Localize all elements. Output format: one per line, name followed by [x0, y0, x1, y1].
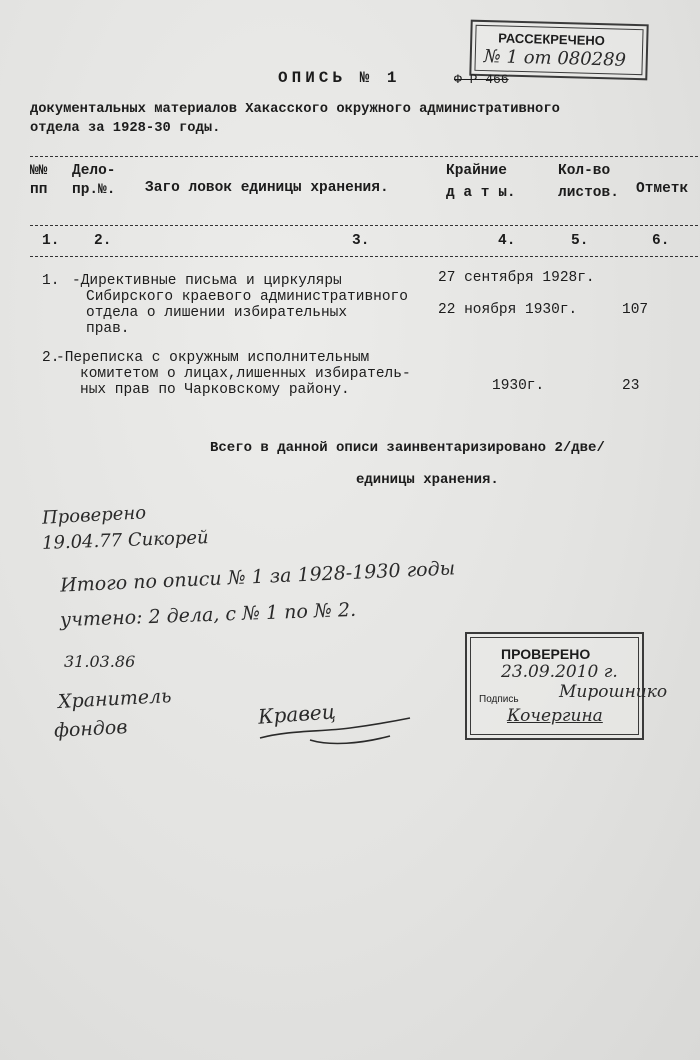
col-number-2: 2.: [94, 233, 112, 249]
table-rule-top: [30, 156, 698, 157]
row2-text-1: -Переписка с окружным исполнительным: [56, 350, 370, 366]
fond-number: Ф-Р-466: [454, 72, 509, 87]
verified-stamp-sign1: Мирошнико: [559, 682, 668, 702]
verified-stamp-date: 23.09.2010 г.: [501, 662, 618, 682]
col-number-3: 3.: [352, 233, 370, 249]
row2-text-2: комитетом о лицах,лишенных избиратель-: [80, 366, 411, 382]
summary-line2: единицы хранения.: [356, 472, 499, 488]
verified-stamp-label: ПРОВЕРЕНО: [501, 646, 591, 662]
col-number-5: 5.: [571, 233, 589, 249]
declassified-stamp-label: РАССЕКРЕЧЕНО: [498, 30, 606, 49]
row2-date: 1930г.: [492, 378, 545, 394]
handwritten-date: 31.03.86: [64, 652, 136, 671]
row1-text-2: Сибирского краевого административного: [86, 289, 408, 305]
col-header-dates-2: д а т ы.: [446, 185, 516, 201]
verified-stamp: [465, 632, 668, 740]
row1-date-to: 22 ноября 1930г.: [438, 302, 578, 318]
col-number-1: 1.: [42, 233, 60, 249]
row1-text-4: прав.: [86, 321, 130, 337]
col-header-sheets-2: листов.: [558, 185, 619, 201]
col-number-4: 4.: [498, 233, 516, 249]
document-title: ОПИСЬ № 1: [278, 69, 401, 87]
handwritten-keeper-line2: фондов: [53, 716, 128, 742]
handwritten-checked-date: 19.04.77 Сикорей: [41, 527, 209, 554]
row1-text-1: -Директивные письма и циркуляры: [72, 273, 342, 289]
row2-text-3: ных прав по Чарковскому району.: [80, 382, 350, 398]
col-number-6: 6.: [652, 233, 670, 249]
col-header-num-2: пп: [30, 182, 48, 198]
row1-sheets: 107: [622, 302, 649, 318]
col-header-title: Заго ловок единицы хранения.: [145, 180, 389, 196]
row1-date-from: 27 сентября 1928г.: [438, 270, 595, 286]
verified-stamp-sign-label: Подпись: [479, 694, 519, 705]
row2-sheets: 23: [622, 378, 640, 394]
handwritten-signature: Кравец: [257, 699, 337, 729]
document-subtitle-line1: документальных материалов Хакасского окружного административного: [30, 102, 560, 117]
row2-num: 2.: [42, 350, 60, 366]
handwritten-checked: Проверено: [41, 502, 147, 529]
document-subtitle-line2: отдела за 1928-30 годы.: [30, 121, 221, 136]
summary-line1: Всего в данной описи заинвентаризировано 2/две/: [210, 440, 605, 456]
handwritten-total-line2: учтено: 2 дела, с № 1 по № 2.: [59, 598, 357, 632]
signature-flourish: [250, 700, 430, 750]
handwritten-total-line1: Итого по описи № 1 за 1928-1930 годы: [59, 557, 456, 597]
row1-num: 1.: [42, 273, 60, 289]
col-header-num-1: №№: [30, 163, 48, 179]
col-header-case-2: пр.№.: [72, 182, 116, 198]
col-header-case-1: Дело-: [72, 163, 116, 179]
col-header-notes: Отметк: [636, 181, 689, 197]
table-rule-bottom: [30, 256, 698, 257]
col-header-dates-1: Крайние: [446, 163, 507, 179]
row1-text-3: отдела о лишении избирательных: [86, 305, 348, 321]
table-rule-mid: [30, 225, 698, 226]
col-header-sheets-1: Кол-во: [558, 163, 611, 179]
handwritten-keeper-line1: Хранитель: [57, 685, 172, 713]
verified-stamp-sign2: Кочергина: [507, 706, 603, 726]
declassified-stamp-number: № 1 от 080289: [483, 46, 627, 71]
